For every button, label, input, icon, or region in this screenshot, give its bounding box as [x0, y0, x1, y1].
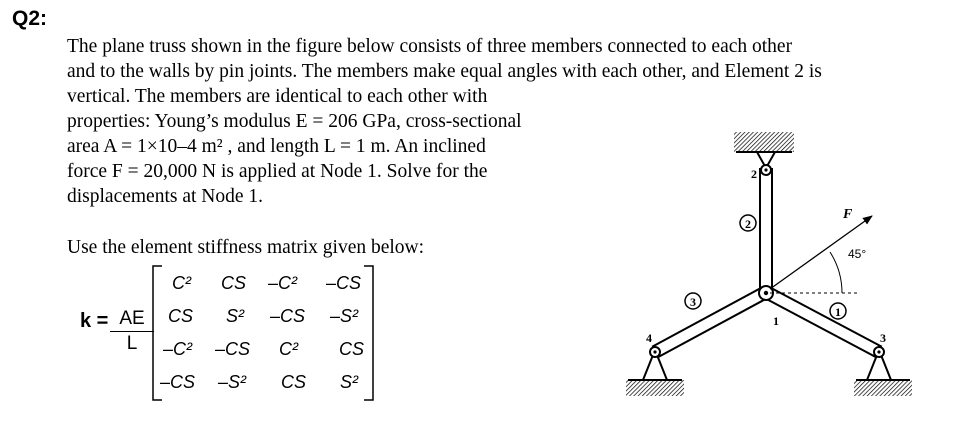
bottom-left-wall-hatch: [626, 380, 684, 396]
matrix-cell-3-3: C²: [279, 339, 298, 359]
matrix-factor: [110, 308, 154, 355]
matrix-cell-3-1: –C²: [163, 339, 193, 359]
question-line-1: The plane truss shown in the figure below consists of three members connected to each other: [67, 36, 793, 57]
node-4-label: 4: [646, 331, 652, 345]
matrix-cell-4-4: S²: [340, 372, 358, 392]
node-1-pin-center: [764, 291, 768, 295]
element-3: [655, 292, 766, 352]
matrix-cell-4-1: –CS: [160, 372, 196, 392]
matrix-cell-2-2: S²: [226, 306, 244, 326]
question-line-4: properties: Young’s modulus E = 206 GPa, cross-sectional: [67, 111, 522, 132]
matrix-cell-4-2: –S²: [218, 372, 247, 392]
right-bracket: [364, 266, 373, 400]
question-line-2: and to the walls by pin joints. The members make equal angles with each other, and Element 2 is: [67, 61, 822, 82]
matrix-cell-1-2: CS: [221, 273, 247, 293]
matrix-intro: Use the element stiffness matrix given below:: [67, 237, 425, 258]
question-line-3: vertical. The members are identical to each other with: [67, 86, 488, 107]
matrix-cell-2-4: –S²: [330, 306, 359, 326]
matrix-cell-1-1: C²: [172, 273, 191, 293]
question-line-7: displacements at Node 1.: [67, 186, 264, 207]
node-1-label: 1: [773, 314, 779, 328]
top-wall-hatch: [734, 132, 794, 152]
matrix-cell-1-4: –CS: [326, 273, 362, 293]
element-2-label: 2: [745, 217, 751, 231]
matrix-cell-4-3: CS: [281, 372, 307, 392]
matrix-cell-1-3: –C²: [268, 273, 298, 293]
element-1: [766, 292, 879, 352]
matrix-cell-3-2: –CS: [215, 339, 251, 359]
node-4-pin-center: [653, 350, 656, 353]
matrix-cell-2-3: –CS: [270, 306, 306, 326]
question-number: Q2:: [12, 7, 48, 30]
matrix-cell-3-4: CS: [339, 339, 365, 359]
element-3-label: 3: [690, 295, 696, 309]
bottom-right-wall-hatch: [854, 380, 912, 396]
fraction-bar: [110, 331, 154, 332]
node-3-label: 3: [880, 331, 886, 345]
factor-numerator: AE: [119, 308, 145, 329]
node-2-label: 2: [751, 167, 757, 181]
question-line-6: force F = 20,000 N is applied at Node 1. Solve for the: [67, 161, 488, 182]
angle-label: 45°: [848, 247, 867, 261]
node-2-pin-center: [764, 168, 767, 171]
element-1-label: 1: [835, 305, 841, 319]
truss-figure: [610, 118, 930, 418]
matrix-cell-2-1: CS: [168, 306, 194, 326]
force-label: F: [843, 207, 853, 222]
question-line-5: area A = 1×10–4 m² , and length L = 1 m. An inclined: [67, 136, 486, 157]
angle-arc: [830, 252, 842, 293]
factor-denominator: L: [126, 333, 138, 354]
node-3-pin-center: [877, 350, 880, 353]
matrix-lhs: k =: [80, 310, 109, 332]
